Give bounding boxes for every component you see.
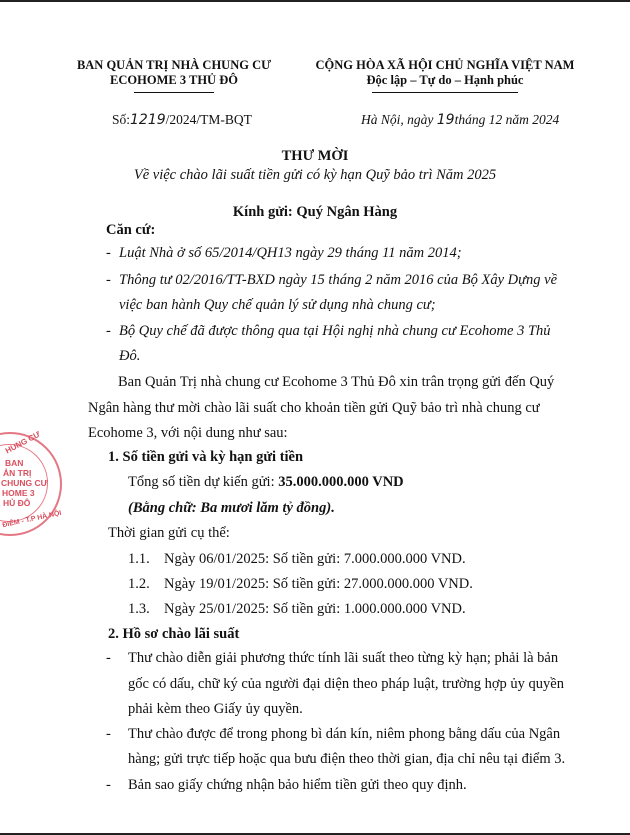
schedule-item-text: Ngày 25/01/2025: Số tiền gửi: 1.000.000.000 VND. — [164, 601, 466, 617]
section-2-line: Bản sao giấy chứng nhận bảo hiểm tiền gửi theo quy định. — [128, 777, 467, 793]
seal-text-line: ĐIỂM - T.P HÀ NỘI — [1, 509, 63, 530]
document-subject: Về việc chào lãi suất tiền gửi có kỳ hạn Quỹ bảo trì Năm 2025 — [133, 167, 497, 183]
schedule-item-text: Ngày 19/01/2025: Số tiền gửi: 27.000.000.000 VND. — [164, 576, 473, 592]
section-2-line: phải kèm theo Giấy ủy quyền. — [128, 701, 303, 717]
intro-line-1: Ban Quản Trị nhà chung cư Ecohome 3 Thủ Đô xin trân trọng gửi đến Quý — [118, 374, 555, 390]
document-title: THƯ MỜI — [281, 148, 349, 164]
issue-date — [361, 112, 559, 128]
schedule-item — [128, 601, 466, 618]
nation-line1: CỘNG HÒA XÃ HỘI CHỦ NGHĨA VIỆT NAM — [315, 58, 575, 72]
total-amount — [128, 474, 404, 491]
intro-line-2: Ngân hàng thư mời chào lãi suất cho khoản tiền gửi Quỹ bảo trì nhà chung cư — [88, 400, 540, 416]
basis-item-text: Thông tư 02/2016/TT-BXD ngày 15 tháng 2 năm 2016 của Bộ Xây Dựng về — [119, 272, 558, 288]
date-suffix: tháng 12 năm 2024 — [454, 112, 560, 127]
schedule-item-number: 1.3. — [128, 601, 150, 617]
section-2-heading: 2. Hồ sơ chào lãi suất — [108, 626, 240, 642]
dash: - — [106, 323, 111, 339]
reference-number — [112, 112, 252, 128]
basis-heading: Căn cứ: — [106, 222, 156, 238]
section-2-dash: - — [106, 726, 111, 742]
nation-line2: Độc lập – Tự do – Hạnh phúc — [366, 73, 524, 87]
schedule-item — [128, 576, 473, 593]
date-handwritten-day: 19 — [436, 112, 455, 128]
seal-text-line: CHUNG CƯ — [1, 478, 48, 488]
section-2-line: Thư chào diễn giải phương thức tính lãi suất theo từng kỳ hạn; phải là bản — [128, 650, 559, 666]
date-prefix: Hà Nội, ngày — [361, 112, 434, 127]
top-border — [0, 0, 630, 2]
section-1-heading: 1. Số tiền gửi và kỳ hạn gửi tiền — [108, 449, 304, 465]
section-2-dash: - — [106, 650, 111, 666]
amount-in-words: (Bằng chữ: Ba mươi lăm tỷ đồng). — [128, 500, 335, 516]
seal-text-line: HOME 3 — [2, 488, 35, 498]
section-2-line: hàng; gửi trực tiếp hoặc qua bưu điện theo thời gian, địa chỉ nêu tại điểm 3. — [128, 751, 566, 767]
seal-text-line: HUNG CƯ — [3, 429, 42, 456]
schedule-item-text: Ngày 06/01/2025: Số tiền gửi: 7.000.000.000 VND. — [164, 551, 466, 567]
org-underline — [134, 92, 214, 93]
basis-item-1 — [106, 245, 462, 262]
basis-item-2 — [106, 272, 558, 289]
basis-item-2-cont: việc ban hành Quy chế quản lý sử dụng nhà chung cư; — [119, 297, 436, 313]
recipient: Kính gửi: Quý Ngân Hàng — [232, 204, 398, 220]
dash: - — [106, 272, 111, 288]
section-2-line: Thư chào được để trong phong bì dán kín, niêm phong bằng dấu của Ngân — [128, 726, 561, 742]
ref-suffix: /2024/TM-BQT — [165, 112, 252, 127]
nation-underline — [372, 92, 518, 93]
dash: - — [106, 245, 111, 261]
seal-text-line: HỦ ĐÔ — [3, 498, 31, 508]
schedule-item — [128, 551, 466, 568]
schedule-item-number: 1.2. — [128, 576, 150, 592]
schedule-label: Thời gian gửi cụ thể: — [108, 525, 230, 541]
org-name-line1: BAN QUẢN TRỊ NHÀ CHUNG CƯ — [76, 58, 272, 72]
basis-item-3-cont: Đô. — [119, 348, 141, 364]
seal-text-line: BAN — [5, 458, 24, 468]
schedule-item-number: 1.1. — [128, 551, 150, 567]
intro-line-3: Ecohome 3, với nội dung như sau: — [88, 425, 288, 441]
basis-item-text: Bộ Quy chế đã được thông qua tại Hội nghị nhà chung cư Ecohome 3 Thủ — [119, 323, 551, 339]
basis-item-text: Luật Nhà ở số 65/2014/QH13 ngày 29 tháng 11 năm 2014; — [119, 245, 462, 261]
section-2-dash: - — [106, 777, 111, 793]
ref-handwritten-number: 1219 — [130, 112, 166, 128]
org-name-line2: ECOHOME 3 THỦ ĐÔ — [110, 73, 238, 87]
total-label: Tổng số tiền dự kiến gửi: — [128, 474, 279, 490]
ref-prefix: Số: — [112, 112, 131, 127]
basis-item-3 — [106, 323, 551, 340]
seal-text-line: ẢN TRỊ — [3, 468, 32, 478]
section-2-line: gốc có dấu, chữ ký của người đại diện theo pháp luật, trường hợp ủy quyền — [128, 676, 564, 692]
total-value: 35.000.000.000 VND — [278, 474, 404, 490]
